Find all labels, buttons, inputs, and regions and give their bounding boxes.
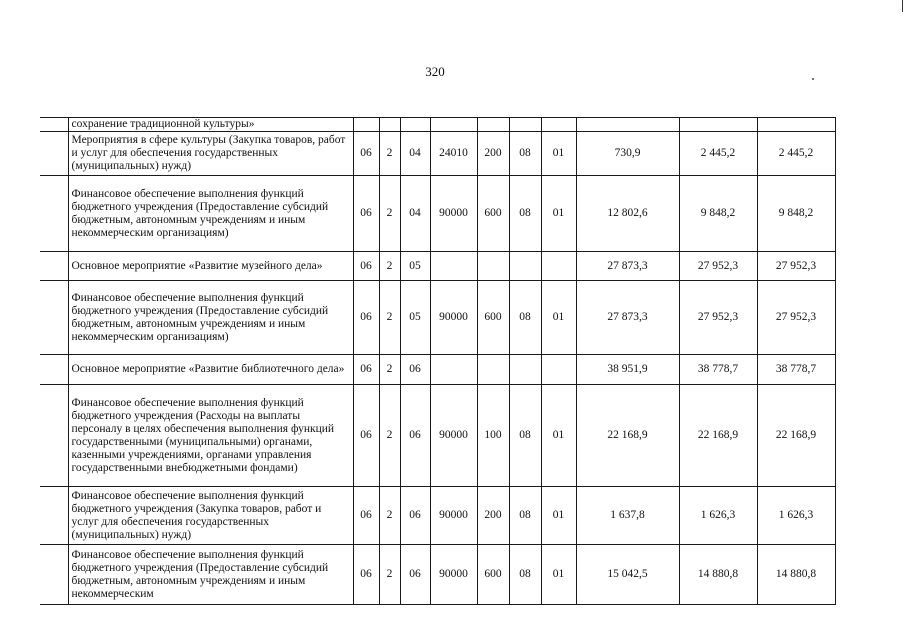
code-event-cell: 05 xyxy=(400,252,430,281)
code-direction-cell: 24010 xyxy=(430,132,477,176)
amount-year1-cell: 15 042,5 xyxy=(576,545,679,605)
code-event-cell: 05 xyxy=(400,281,430,355)
code-section-cell: 08 xyxy=(509,487,541,545)
code-event-cell: 06 xyxy=(400,487,430,545)
row-number-cell xyxy=(40,487,68,545)
code-direction-cell: 90000 xyxy=(430,281,477,355)
row-number-cell xyxy=(40,118,68,132)
table-row xyxy=(40,132,835,176)
code-event-cell: 04 xyxy=(400,132,430,176)
amount-year3-cell: 1 626,3 xyxy=(757,487,835,545)
amount-year1-cell: 22 168,9 xyxy=(576,385,679,487)
amount-year1-cell: 38 951,9 xyxy=(576,355,679,385)
code-direction-cell: 90000 xyxy=(430,385,477,487)
code-direction-cell: 90000 xyxy=(430,176,477,252)
code-direction-cell: 90000 xyxy=(430,545,477,605)
code-ministry-cell: 06 xyxy=(353,132,379,176)
code-expense-type-cell: 600 xyxy=(477,176,509,252)
code-event-cell: 06 xyxy=(400,385,430,487)
description-cell: Финансовое обеспечение выполнения функций бюджетного учреждения (Предоставление субсидий бюджетным, автономным учреждениям и иным некоммерческим xyxy=(68,545,353,605)
amount-year1-cell: 730,9 xyxy=(576,132,679,176)
amount-year2-cell: 14 880,8 xyxy=(679,545,757,605)
description-cell: Финансовое обеспечение выполнения функций бюджетного учреждения (Предоставление субсидий бюджетным, автономным учреждениям и иным некоммерческим организациям) xyxy=(68,281,353,355)
code-subsection-cell: 01 xyxy=(541,281,576,355)
amount-year2-cell xyxy=(679,118,757,132)
code-expense-type-cell: 200 xyxy=(477,487,509,545)
code-ministry-cell: 06 xyxy=(353,281,379,355)
code-section-cell: 08 xyxy=(509,545,541,605)
amount-year2-cell: 1 626,3 xyxy=(679,487,757,545)
code-expense-type-cell xyxy=(477,355,509,385)
table-row xyxy=(40,385,835,487)
table-row xyxy=(40,118,835,132)
code-ministry-cell xyxy=(353,118,379,132)
amount-year2-cell: 38 778,7 xyxy=(679,355,757,385)
description-cell: Финансовое обеспечение выполнения функций бюджетного учреждения (Предоставление субсидий бюджетным, автономным учреждениям и иным некоммерческим организациям) xyxy=(68,176,353,252)
code-expense-type-cell: 600 xyxy=(477,281,509,355)
row-number-cell xyxy=(40,132,68,176)
code-direction-cell xyxy=(430,355,477,385)
code-event-cell: 06 xyxy=(400,355,430,385)
code-subsection-cell: 01 xyxy=(541,545,576,605)
description-cell: Основное мероприятие «Развитие музейного дела» xyxy=(68,252,353,281)
amount-year1-cell xyxy=(576,118,679,132)
code-program-cell xyxy=(379,118,400,132)
row-number-cell xyxy=(40,355,68,385)
amount-year1-cell: 1 637,8 xyxy=(576,487,679,545)
code-subsection-cell: 01 xyxy=(541,385,576,487)
code-subsection-cell: 01 xyxy=(541,176,576,252)
code-program-cell: 2 xyxy=(379,355,400,385)
code-subsection-cell xyxy=(541,355,576,385)
description-cell: Основное мероприятие «Развитие библиотечного дела» xyxy=(68,355,353,385)
scan-corner-mark xyxy=(902,0,903,12)
code-direction-cell xyxy=(430,118,477,132)
table-row xyxy=(40,176,835,252)
row-number-cell xyxy=(40,252,68,281)
row-number-cell xyxy=(40,545,68,605)
code-section-cell: 08 xyxy=(509,385,541,487)
row-number-cell xyxy=(40,176,68,252)
budget-table xyxy=(40,117,836,605)
scan-dot-mark xyxy=(812,78,814,80)
code-expense-type-cell xyxy=(477,252,509,281)
code-expense-type-cell: 100 xyxy=(477,385,509,487)
code-event-cell: 06 xyxy=(400,545,430,605)
amount-year3-cell: 27 952,3 xyxy=(757,252,835,281)
amount-year2-cell: 27 952,3 xyxy=(679,281,757,355)
code-ministry-cell: 06 xyxy=(353,252,379,281)
amount-year2-cell: 2 445,2 xyxy=(679,132,757,176)
code-program-cell: 2 xyxy=(379,487,400,545)
table-row xyxy=(40,355,835,385)
code-direction-cell xyxy=(430,252,477,281)
table-row xyxy=(40,545,835,605)
amount-year3-cell: 22 168,9 xyxy=(757,385,835,487)
amount-year3-cell: 38 778,7 xyxy=(757,355,835,385)
code-section-cell: 08 xyxy=(509,132,541,176)
amount-year1-cell: 27 873,3 xyxy=(576,281,679,355)
amount-year2-cell: 27 952,3 xyxy=(679,252,757,281)
amount-year2-cell: 22 168,9 xyxy=(679,385,757,487)
code-section-cell xyxy=(509,118,541,132)
code-program-cell: 2 xyxy=(379,252,400,281)
code-subsection-cell xyxy=(541,252,576,281)
code-subsection-cell xyxy=(541,118,576,132)
amount-year3-cell: 14 880,8 xyxy=(757,545,835,605)
table-row xyxy=(40,281,835,355)
code-ministry-cell: 06 xyxy=(353,487,379,545)
code-section-cell xyxy=(509,252,541,281)
description-cell: Мероприятия в сфере культуры (Закупка товаров, работ и услуг для обеспечения государственных (муниципальных) нужд) xyxy=(68,132,353,176)
amount-year2-cell: 9 848,2 xyxy=(679,176,757,252)
code-subsection-cell: 01 xyxy=(541,132,576,176)
code-event-cell: 04 xyxy=(400,176,430,252)
row-number-cell xyxy=(40,385,68,487)
code-ministry-cell: 06 xyxy=(353,355,379,385)
amount-year1-cell: 12 802,6 xyxy=(576,176,679,252)
table-row xyxy=(40,252,835,281)
code-expense-type-cell: 600 xyxy=(477,545,509,605)
description-cell: Финансовое обеспечение выполнения функций бюджетного учреждения (Закупка товаров, работ и услуг для обеспечения государственных (муниципальных) нужд) xyxy=(68,487,353,545)
code-program-cell: 2 xyxy=(379,281,400,355)
description-cell: сохранение традиционной культуры» xyxy=(68,118,353,132)
code-section-cell: 08 xyxy=(509,176,541,252)
amount-year3-cell: 9 848,2 xyxy=(757,176,835,252)
code-event-cell xyxy=(400,118,430,132)
code-ministry-cell: 06 xyxy=(353,385,379,487)
code-expense-type-cell xyxy=(477,118,509,132)
code-program-cell: 2 xyxy=(379,176,400,252)
code-program-cell: 2 xyxy=(379,132,400,176)
code-subsection-cell: 01 xyxy=(541,487,576,545)
amount-year3-cell: 2 445,2 xyxy=(757,132,835,176)
amount-year3-cell xyxy=(757,118,835,132)
code-section-cell xyxy=(509,355,541,385)
page-number: 320 xyxy=(425,64,445,79)
table-row xyxy=(40,487,835,545)
code-program-cell: 2 xyxy=(379,545,400,605)
row-number-cell xyxy=(40,281,68,355)
code-ministry-cell: 06 xyxy=(353,545,379,605)
description-cell: Финансовое обеспечение выполнения функций бюджетного учреждения (Расходы на выплаты персоналу в целях обеспечения выполнения функций государственными (муниципальными) органами, казенными учреждениями, органами управления государственными внебюджетными фондами) xyxy=(68,385,353,487)
code-direction-cell: 90000 xyxy=(430,487,477,545)
code-ministry-cell: 06 xyxy=(353,176,379,252)
amount-year3-cell: 27 952,3 xyxy=(757,281,835,355)
code-program-cell: 2 xyxy=(379,385,400,487)
amount-year1-cell: 27 873,3 xyxy=(576,252,679,281)
code-expense-type-cell: 200 xyxy=(477,132,509,176)
code-section-cell: 08 xyxy=(509,281,541,355)
